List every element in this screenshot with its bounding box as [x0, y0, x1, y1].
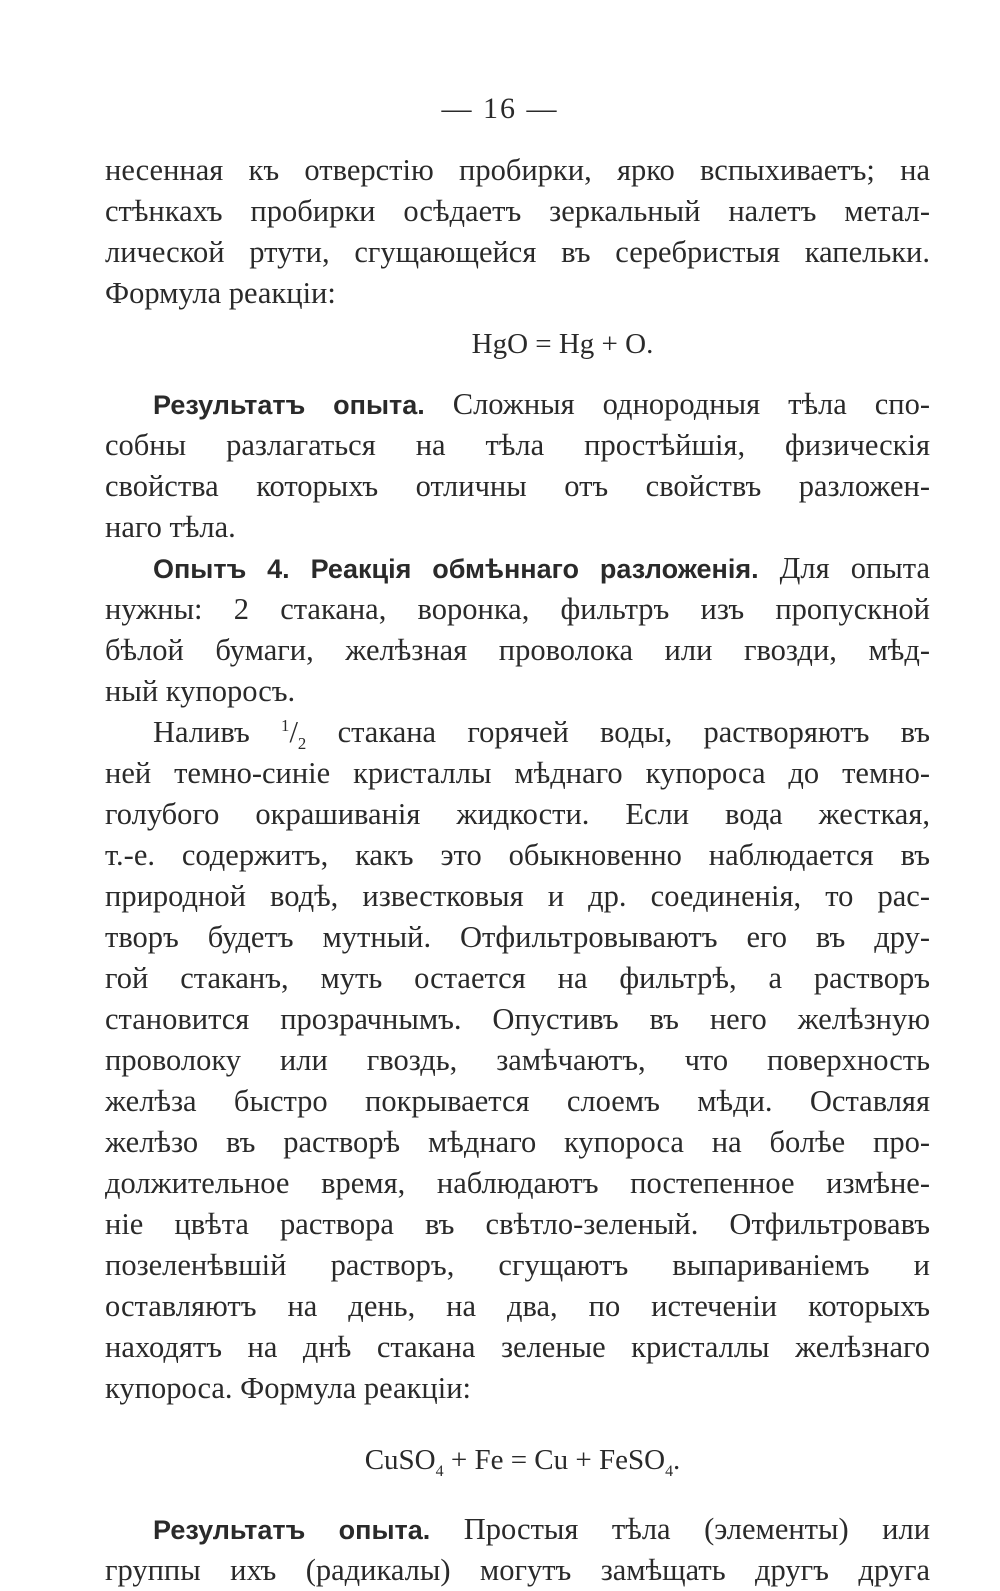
result-paragraph-2-line: Результатъ опыта. Простыя тѣла (элементы) или: [153, 1512, 931, 1546]
text-line: бѣлой бумаги, желѣзная проволока или гвозди, мѣд-: [105, 633, 930, 667]
text-line: наго тѣла.: [105, 510, 236, 544]
experiment-heading-line: Опытъ 4. Реакція обмѣннаго разложенія. Для опыта: [153, 551, 931, 585]
page-number: — 16 —: [441, 92, 559, 125]
text-line: собны разлагаться на тѣла простѣйшія, физическія: [105, 428, 930, 462]
formula-mercury-oxide: HgO = Hg + O.: [471, 328, 654, 360]
text-line: купороса. Формула реакціи:: [105, 1371, 471, 1405]
text-line: желѣза быстро покрывается слоемъ мѣди. Оставляя: [105, 1084, 930, 1118]
text-line: природной водѣ, известковыя и др. соединенія, то рас-: [105, 879, 930, 913]
text-line: гой стаканъ, муть остается на фильтрѣ, а растворъ: [105, 961, 930, 995]
text-line: свойства которыхъ отличны отъ свойствъ разложен-: [105, 469, 930, 503]
fraction-denominator: 2: [297, 734, 307, 754]
text-line: ней темно-синіе кристаллы мѣднаго купороса до темно-: [105, 756, 930, 790]
page-body: [105, 150, 930, 1591]
formula-copper-sulfate: CuSO$_4$ + Fe = Cu + FeSO$_4$.: [364, 1444, 681, 1480]
result-heading: Результатъ опыта.: [153, 390, 425, 420]
text-line: находятъ на днѣ стакана зеленые кристаллы желѣзнаго: [105, 1330, 930, 1364]
text-line: стѣнкахъ пробирки осѣдаетъ зеркальный налетъ метал-: [105, 194, 930, 228]
text-line: Формула реакціи:: [105, 276, 336, 310]
text-line: оставляютъ на день, на два, по истеченіи которыхъ: [105, 1289, 930, 1323]
text-line: голубого окрашиванія жидкости. Если вода жесткая,: [105, 797, 930, 831]
text-line: ный купоросъ.: [105, 674, 296, 708]
text-line: несенная къ отверстію пробирки, ярко вспыхиваетъ; на: [105, 153, 930, 187]
result-heading: Результатъ опыта.: [153, 1515, 431, 1545]
text-line: должительное время, наблюдаютъ постепенное измѣне-: [105, 1166, 930, 1200]
fraction-numerator: 1: [281, 715, 290, 735]
experiment-heading: Опытъ 4. Реакція обмѣннаго разложенія.: [153, 554, 759, 584]
text-line: становится прозрачнымъ. Опустивъ въ него желѣзную: [105, 1002, 930, 1036]
text-line: лической ртути, сгущающейся въ серебристыя капельки.: [105, 235, 930, 269]
text-line: проволоку или гвоздь, замѣчаютъ, что поверхность: [105, 1043, 930, 1077]
result-paragraph-1-line: Результатъ опыта. Сложныя однородныя тѣла спо-: [153, 387, 931, 421]
text-line: позеленѣвшій растворъ, сгущаютъ выпариваніемъ и: [105, 1248, 930, 1282]
text-line: желѣзо въ растворѣ мѣднаго купороса на болѣе про-: [105, 1125, 930, 1159]
text-line: творъ будетъ мутный. Отфильтровываютъ его въ дру-: [105, 920, 930, 954]
text-line-fraction: Наливъ $^1/_2$ стакана горячей воды, растворяютъ въ: [153, 715, 931, 754]
text-line: ніе цвѣта раствора въ свѣтло-зеленый. Отфильтровавъ: [105, 1207, 930, 1241]
text-line: группы ихъ (радикалы) могутъ замѣщать другъ друга: [105, 1553, 930, 1587]
text-line: нужны: 2 стакана, воронка, фильтръ изъ пропускной: [105, 592, 930, 626]
text-line: т.-е. содержитъ, какъ это обыкновенно наблюдается въ: [105, 838, 930, 872]
